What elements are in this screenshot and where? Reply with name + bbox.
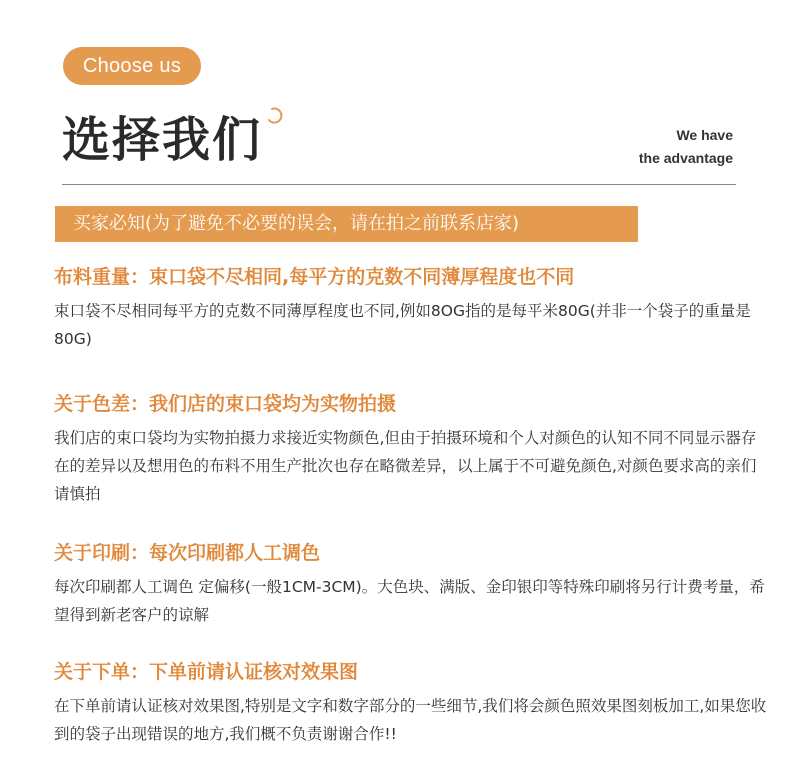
section-body: 我们店的束口袋均为实物拍摄力求接近实物颜色,但由于拍摄环境和个人对颜色的认知不同不同显示器存在的差异以及想用色的布料不用生产批次也存在略微差异，以上属于不可避免颜色,对颜色要求高的亲们请慎拍 bbox=[54, 429, 757, 503]
advantage-tagline bbox=[639, 124, 733, 170]
section-fabric-weight bbox=[54, 263, 768, 353]
section-heading: 关于色差：我们店的束口袋均为实物拍摄 bbox=[54, 393, 397, 415]
section-heading: 布料重量：束口袋不尽相同,每平方的克数不同薄厚程度也不同 bbox=[54, 266, 575, 288]
section-color-difference bbox=[54, 390, 768, 508]
section-heading: 关于印刷：每次印刷都人工调色 bbox=[54, 542, 321, 564]
advantage-line-2: the advantage bbox=[638, 150, 733, 166]
section-heading: 关于下单：下单前请认证核对效果图 bbox=[54, 661, 359, 683]
page-title: 选择我们 bbox=[62, 112, 263, 168]
header-divider bbox=[62, 184, 736, 185]
choose-us-badge: Choose us bbox=[63, 47, 201, 85]
arc-decoration-icon bbox=[266, 106, 286, 126]
buyer-notice-banner: 买家必知(为了避免不必要的误会，请在拍之前联系店家) bbox=[55, 206, 638, 242]
section-printing bbox=[54, 539, 768, 629]
section-body: 在下单前请认证核对效果图,特别是文字和数字部分的一些细节,我们将会颜色照效果图刻板加工,如果您收到的袋子出现错误的地方,我们概不负责谢谢合作!! bbox=[54, 697, 767, 743]
section-ordering bbox=[54, 658, 768, 748]
section-body: 束口袋不尽相同每平方的克数不同薄厚程度也不同,例如8OG指的是每平米80G(并非一个袋子的重量是80G) bbox=[54, 302, 751, 348]
advantage-line-1: We have bbox=[676, 127, 733, 143]
section-body: 每次印刷都人工调色 定偏移(一般1CM-3CM)。大色块、满版、金印银印等特殊印刷将另行计费考量，希望得到新老客户的谅解 bbox=[54, 578, 765, 624]
